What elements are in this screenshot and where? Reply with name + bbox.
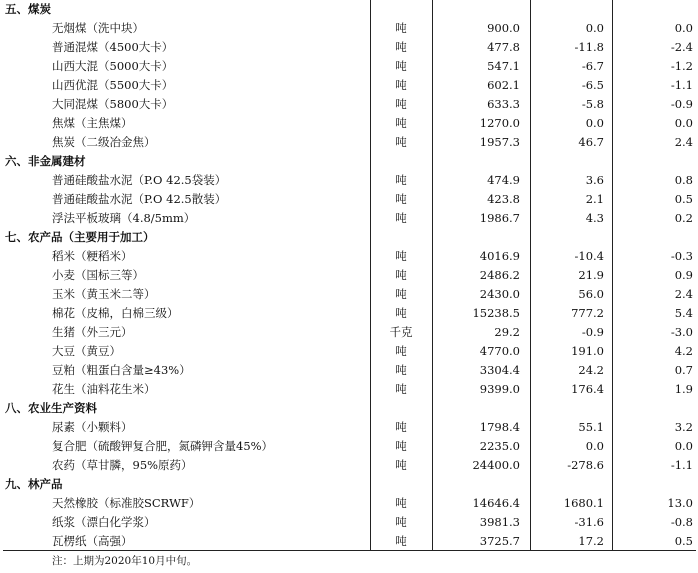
item-name: 瓦楞纸（高强） xyxy=(52,534,133,548)
table-row xyxy=(0,437,698,456)
price-cell: 2486.2 xyxy=(479,268,520,282)
change-percent-cell: 0.0 xyxy=(674,116,693,130)
item-name: 复合肥（硫酸钾复合肥，氮磷钾含量45%） xyxy=(52,439,274,453)
change-cell: -278.6 xyxy=(567,458,604,472)
price-cell: 3725.7 xyxy=(479,534,520,548)
table-row xyxy=(0,76,698,95)
price-cell: 3981.3 xyxy=(479,515,520,529)
section-title: 七、农产品（主要用于加工） xyxy=(5,230,155,244)
change-percent-cell: -0.8 xyxy=(670,515,693,529)
unit-cell: 吨 xyxy=(395,192,407,206)
change-percent-cell: 0.5 xyxy=(674,192,693,206)
unit-cell: 吨 xyxy=(395,78,407,92)
change-cell: -5.8 xyxy=(581,97,604,111)
item-name: 焦煤（主焦煤） xyxy=(52,116,133,130)
item-name: 普通硅酸盐水泥（P.O 42.5散装） xyxy=(52,192,227,206)
change-cell: 3.6 xyxy=(585,173,604,187)
section-title: 八、农业生产资料 xyxy=(5,401,97,415)
unit-cell: 吨 xyxy=(395,287,407,301)
unit-cell: 吨 xyxy=(395,21,407,35)
price-cell: 29.2 xyxy=(494,325,520,339)
section-title: 五、煤炭 xyxy=(5,2,51,16)
unit-cell: 吨 xyxy=(395,97,407,111)
item-name: 普通混煤（4500大卡） xyxy=(52,40,174,54)
unit-cell: 吨 xyxy=(395,363,407,377)
change-cell: 17.2 xyxy=(578,534,604,548)
unit-cell: 吨 xyxy=(395,211,407,225)
item-name: 浮法平板玻璃（4.8/5mm） xyxy=(52,211,196,225)
item-name: 山西大混（5000大卡） xyxy=(52,59,174,73)
table-row xyxy=(0,114,698,133)
section-header-row xyxy=(0,228,698,247)
change-percent-cell: 5.4 xyxy=(674,306,693,320)
unit-cell: 千克 xyxy=(389,325,413,339)
price-cell: 4016.9 xyxy=(479,249,520,263)
unit-cell: 吨 xyxy=(395,173,407,187)
unit-cell: 吨 xyxy=(395,515,407,529)
price-cell: 4770.0 xyxy=(479,344,520,358)
item-name: 尿素（小颗料） xyxy=(52,420,133,434)
item-name: 花生（油料花生米） xyxy=(52,382,156,396)
table-row xyxy=(0,304,698,323)
price-cell: 1957.3 xyxy=(479,135,520,149)
table-row xyxy=(0,171,698,190)
table-row xyxy=(0,38,698,57)
unit-cell: 吨 xyxy=(395,496,407,510)
change-cell: 0.0 xyxy=(585,21,604,35)
change-cell: 56.0 xyxy=(578,287,604,301)
change-cell: -11.8 xyxy=(574,40,604,54)
table-row xyxy=(0,190,698,209)
table-row xyxy=(0,209,698,228)
section-header-row xyxy=(0,0,698,19)
price-cell: 1986.7 xyxy=(479,211,520,225)
table-row xyxy=(0,247,698,266)
price-cell: 24400.0 xyxy=(472,458,520,472)
change-cell: 176.4 xyxy=(571,382,604,396)
item-name: 无烟煤（洗中块） xyxy=(52,21,144,35)
item-name: 棉花（皮棉，白棉三级） xyxy=(52,306,179,320)
section-title: 六、非金属建材 xyxy=(5,154,86,168)
price-cell: 15238.5 xyxy=(472,306,520,320)
change-percent-cell: 0.0 xyxy=(674,21,693,35)
price-cell: 1270.0 xyxy=(479,116,520,130)
unit-cell: 吨 xyxy=(395,306,407,320)
price-cell: 900.0 xyxy=(487,21,520,35)
change-percent-cell: -1.1 xyxy=(670,458,693,472)
item-name: 玉米（黄玉米二等） xyxy=(52,287,156,301)
change-cell: -6.5 xyxy=(581,78,604,92)
change-percent-cell: 13.0 xyxy=(667,496,693,510)
footnote: 注：上期为2020年10月中旬。 xyxy=(52,555,198,567)
table-row xyxy=(0,418,698,437)
change-percent-cell: 0.7 xyxy=(674,363,693,377)
table-row xyxy=(0,19,698,38)
change-percent-cell: 0.0 xyxy=(674,439,693,453)
unit-cell: 吨 xyxy=(395,116,407,130)
item-name: 小麦（国标三等） xyxy=(52,268,144,282)
item-name: 天然橡胶（标准胶SCRWF） xyxy=(52,496,201,510)
price-cell: 423.8 xyxy=(487,192,520,206)
change-cell: -10.4 xyxy=(574,249,604,263)
item-name: 生猪（外三元） xyxy=(52,325,133,339)
table-bottom-border xyxy=(3,550,696,551)
table-row xyxy=(0,95,698,114)
item-name: 大同混煤（5800大卡） xyxy=(52,97,174,111)
unit-cell: 吨 xyxy=(395,439,407,453)
item-name: 农药（草甘膦，95%原药） xyxy=(52,458,193,472)
price-cell: 2430.0 xyxy=(479,287,520,301)
unit-cell: 吨 xyxy=(395,135,407,149)
change-cell: -0.9 xyxy=(581,325,604,339)
change-percent-cell: 0.2 xyxy=(674,211,693,225)
table-row xyxy=(0,342,698,361)
change-cell: 777.2 xyxy=(571,306,604,320)
change-percent-cell: -3.0 xyxy=(670,325,693,339)
change-cell: 0.0 xyxy=(585,439,604,453)
unit-cell: 吨 xyxy=(395,534,407,548)
table-row xyxy=(0,323,698,342)
price-cell: 1798.4 xyxy=(479,420,520,434)
change-percent-cell: 2.4 xyxy=(674,287,693,301)
item-name: 普通硅酸盐水泥（P.O 42.5袋装） xyxy=(52,173,227,187)
change-cell: 24.2 xyxy=(578,363,604,377)
section-header-row xyxy=(0,152,698,171)
change-percent-cell: 2.4 xyxy=(674,135,693,149)
change-percent-cell: 0.9 xyxy=(674,268,693,282)
item-name: 稻米（粳稻米） xyxy=(52,249,133,263)
table-row xyxy=(0,456,698,475)
price-cell: 474.9 xyxy=(487,173,520,187)
item-name: 焦炭（二级冶金焦） xyxy=(52,135,156,149)
change-percent-cell: 4.2 xyxy=(674,344,693,358)
price-cell: 602.1 xyxy=(487,78,520,92)
price-cell: 2235.0 xyxy=(479,439,520,453)
item-name: 山西优混（5500大卡） xyxy=(52,78,174,92)
unit-cell: 吨 xyxy=(395,458,407,472)
change-cell: -31.6 xyxy=(574,515,604,529)
table-row xyxy=(0,285,698,304)
price-cell: 3304.4 xyxy=(479,363,520,377)
unit-cell: 吨 xyxy=(395,249,407,263)
change-cell: 191.0 xyxy=(571,344,604,358)
change-cell: 21.9 xyxy=(578,268,604,282)
change-percent-cell: -1.2 xyxy=(670,59,693,73)
change-cell: -6.7 xyxy=(581,59,604,73)
change-percent-cell: -0.9 xyxy=(670,97,693,111)
price-cell: 9399.0 xyxy=(479,382,520,396)
unit-cell: 吨 xyxy=(395,268,407,282)
table-row xyxy=(0,380,698,399)
change-percent-cell: -2.4 xyxy=(670,40,693,54)
change-cell: 4.3 xyxy=(585,211,604,225)
change-cell: 0.0 xyxy=(585,116,604,130)
item-name: 豆粕（粗蛋白含量≥43%） xyxy=(52,363,191,377)
price-cell: 14646.4 xyxy=(472,496,520,510)
table-row xyxy=(0,266,698,285)
table-row xyxy=(0,133,698,152)
price-cell: 477.8 xyxy=(487,40,520,54)
change-percent-cell: 0.8 xyxy=(674,173,693,187)
section-title: 九、林产品 xyxy=(5,477,63,491)
table-row xyxy=(0,494,698,513)
unit-cell: 吨 xyxy=(395,382,407,396)
change-percent-cell: 1.9 xyxy=(674,382,693,396)
price-cell: 633.3 xyxy=(487,97,520,111)
section-header-row xyxy=(0,399,698,418)
table-row xyxy=(0,57,698,76)
unit-cell: 吨 xyxy=(395,59,407,73)
unit-cell: 吨 xyxy=(395,344,407,358)
section-header-row xyxy=(0,475,698,494)
unit-cell: 吨 xyxy=(395,420,407,434)
unit-cell: 吨 xyxy=(395,40,407,54)
item-name: 纸浆（漂白化学浆） xyxy=(52,515,156,529)
change-percent-cell: 3.2 xyxy=(674,420,693,434)
change-percent-cell: -1.1 xyxy=(670,78,693,92)
change-cell: 55.1 xyxy=(578,420,604,434)
change-percent-cell: 0.5 xyxy=(674,534,693,548)
table-row xyxy=(0,513,698,532)
table-row xyxy=(0,361,698,380)
price-cell: 547.1 xyxy=(487,59,520,73)
item-name: 大豆（黄豆） xyxy=(52,344,121,358)
change-cell: 1680.1 xyxy=(563,496,604,510)
change-cell: 46.7 xyxy=(578,135,604,149)
table-row xyxy=(0,532,698,551)
change-percent-cell: -0.3 xyxy=(670,249,693,263)
change-cell: 2.1 xyxy=(585,192,604,206)
